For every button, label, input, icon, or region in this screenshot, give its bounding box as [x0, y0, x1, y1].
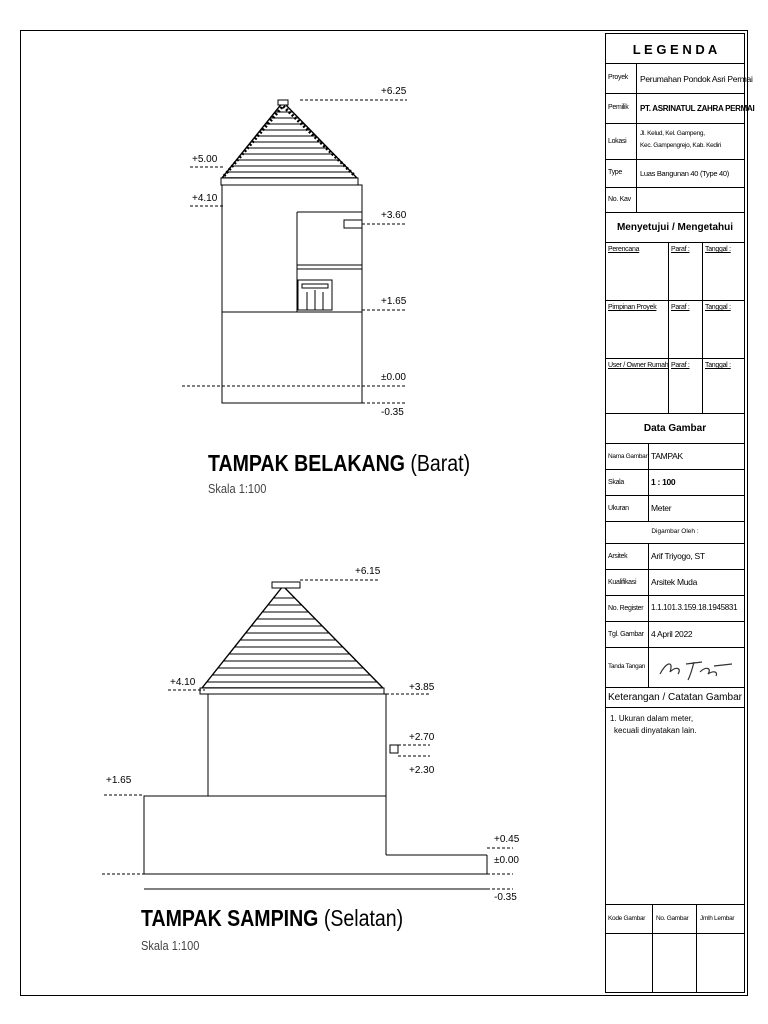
ukuran-row: Ukuran Meter — [606, 496, 744, 522]
level-label: +6.25 — [381, 86, 407, 97]
level-label: +2.70 — [409, 732, 435, 743]
approval-row: Pimpinan Proyek Paraf : Tanggal : — [606, 301, 744, 359]
digambar-row: Digambar Oleh : — [606, 522, 744, 544]
pemilik-row: Pemilik PT. ASRINATUL ZAHRA PERMAI — [606, 94, 744, 124]
level-label: +2.30 — [409, 765, 435, 776]
level-label: +1.65 — [381, 296, 407, 307]
note-line: 1. Ukuran dalam meter, — [610, 714, 694, 723]
arsitek-row: Arsitek Arif Triyogo, ST — [606, 544, 744, 570]
level-label: +3.60 — [381, 210, 407, 221]
level-label: +3.85 — [409, 682, 435, 693]
notes-header: Keterangan / Catatan Gambar — [606, 688, 744, 708]
nokav-row: No. Kav — [606, 188, 744, 213]
level-label: ±0.00 — [494, 855, 519, 866]
kualifikasi-row: Kualifikasi Arsitek Muda — [606, 570, 744, 596]
approval-row: User / Owner Rumah Paraf : Tanggal : — [606, 359, 744, 414]
note-line: kecuali dinyatakan lain. — [614, 726, 697, 735]
proyek-row: Proyek Perumahan Pondok Asri Permai — [606, 64, 744, 94]
legenda-header: L E G E N D A — [606, 34, 744, 64]
register-row: No. Register 1.1.101.3.159.18.1945831 — [606, 596, 744, 622]
side-elevation — [102, 580, 513, 889]
signature-image — [656, 654, 736, 682]
level-label: +5.00 — [192, 154, 218, 165]
level-label: +1.65 — [106, 775, 132, 786]
side-view-title: TAMPAK SAMPING (Selatan) — [141, 905, 404, 931]
rear-view-title: TAMPAK BELAKANG (Barat) — [208, 450, 471, 476]
data-gambar-header: Data Gambar — [606, 414, 744, 444]
approval-header: Menyetujui / Mengetahui — [606, 213, 744, 243]
side-view-scale: Skala 1:100 — [141, 938, 200, 953]
level-label: +0.45 — [494, 834, 520, 845]
level-label: +4.10 — [170, 677, 196, 688]
tgl-row: Tgl. Gambar 4 April 2022 — [606, 622, 744, 648]
skala-row: Skala 1 : 100 — [606, 470, 744, 496]
level-label: +4.10 — [192, 193, 218, 204]
footer-row: Kode Gambar No. Gambar Jmlh Lembar — [606, 904, 744, 934]
level-label: ±0.00 — [381, 372, 406, 383]
rear-elevation — [150, 100, 420, 403]
title-block — [605, 33, 755, 993]
nama-gambar-row: Nama Gambar TAMPAK — [606, 444, 744, 470]
level-label: -0.35 — [381, 407, 404, 418]
ttd-row: Tanda Tangan — [606, 648, 744, 688]
type-row: Type Luas Bangunan 40 (Type 40) — [606, 160, 744, 188]
lokasi-row: Lokasi Jl. Kelud, Kel. Gampeng, Kec. Gampengrejo, Kab. Kediri — [606, 124, 744, 160]
rear-view-scale: Skala 1:100 — [208, 481, 267, 496]
level-label: -0.35 — [494, 892, 517, 903]
level-label: +6.15 — [355, 566, 381, 577]
approval-row: Perencana Paraf : Tanggal : — [606, 243, 744, 301]
